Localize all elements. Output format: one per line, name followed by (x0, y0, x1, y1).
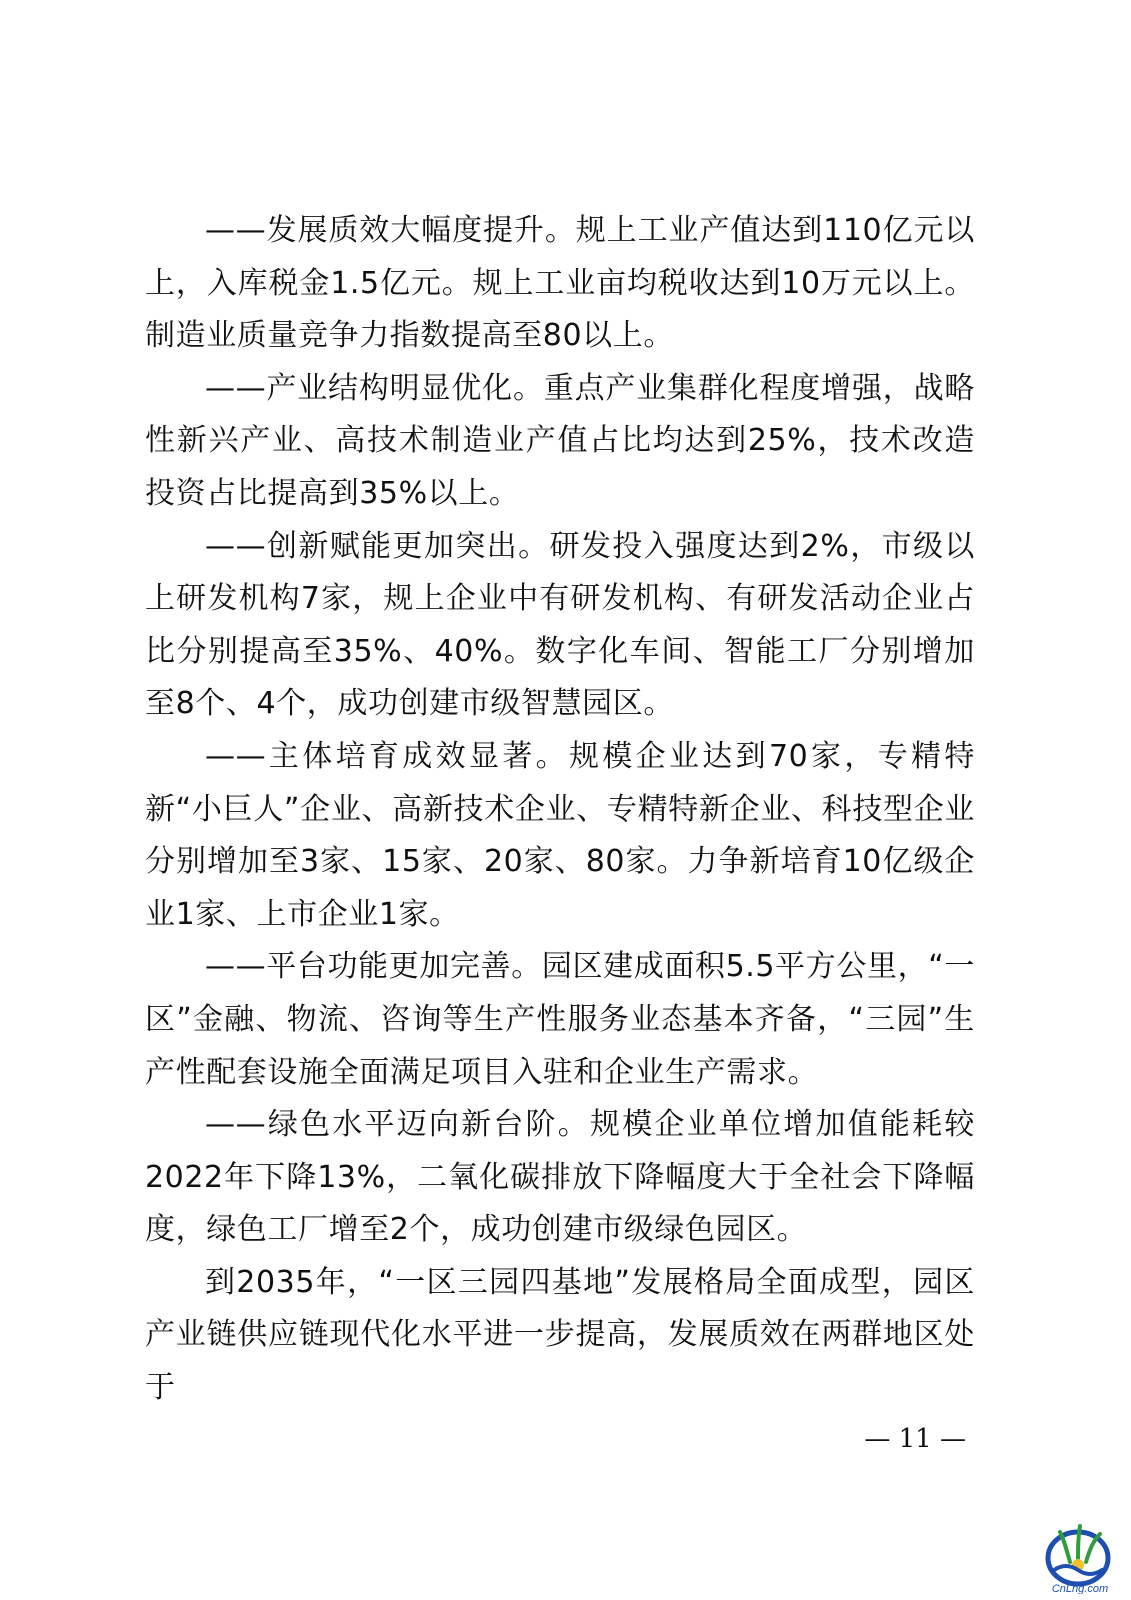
cnlng-logo-icon (1040, 1518, 1120, 1594)
paragraph-green-development: ——绿色水平迈向新台阶。规模企业单位增加值能耗较2022年下降13%，二氧化碳排放下降幅度大于全社会下降幅度，绿色工厂增至2个，成功创建市级绿色园区。 (145, 1107, 975, 1248)
paragraph-enterprise-cultivation: ——主体培育成效显著。规模企业达到70家，专精特新“小巨人”企业、高新技术企业、专精特新企业、科技型企业分别增加至3家、15家、20家、80家。力争新培育10亿级企业1家、上市企业1家。 (145, 738, 975, 932)
page-number: — 11 — (864, 1424, 966, 1454)
paragraph-platform-functions: ——平台功能更加完善。园区建成面积5.5平方公里，“一区”金融、物流、咨询等生产性服务业态基本齐备，“三园”生产性配套设施全面满足项目入驻和企业生产需求。 (145, 949, 975, 1090)
cnlng-logo-text: CnLng.com (1051, 1583, 1109, 1594)
document-body (145, 205, 975, 1415)
paragraph-innovation: ——创新赋能更加突出。研发投入强度达到2%，市级以上研发机构7家，规上企业中有研发机构、有研发活动企业占比分别提高至35%、40%。数字化车间、智能工厂分别增加至8个、4个，成功创建市级智慧园区。 (145, 528, 975, 722)
paragraph-2035-goals: 到2035年，“一区三园四基地”发展格局全面成型，园区产业链供应链现代化水平进一步提高，发展质效在两群地区处于 (145, 1264, 975, 1406)
paragraph-industrial-structure: ——产业结构明显优化。重点产业集群化程度增强，战略性新兴产业、高技术制造业产值占比均达到25%，技术改造投资占比提高到35%以上。 (145, 370, 975, 511)
paragraph-development-quality: ——发展质效大幅度提升。规上工业产值达到110亿元以上，入库税金1.5亿元。规上工业亩均税收达到10万元以上。制造业质量竞争力指数提高至80以上。 (145, 213, 975, 354)
